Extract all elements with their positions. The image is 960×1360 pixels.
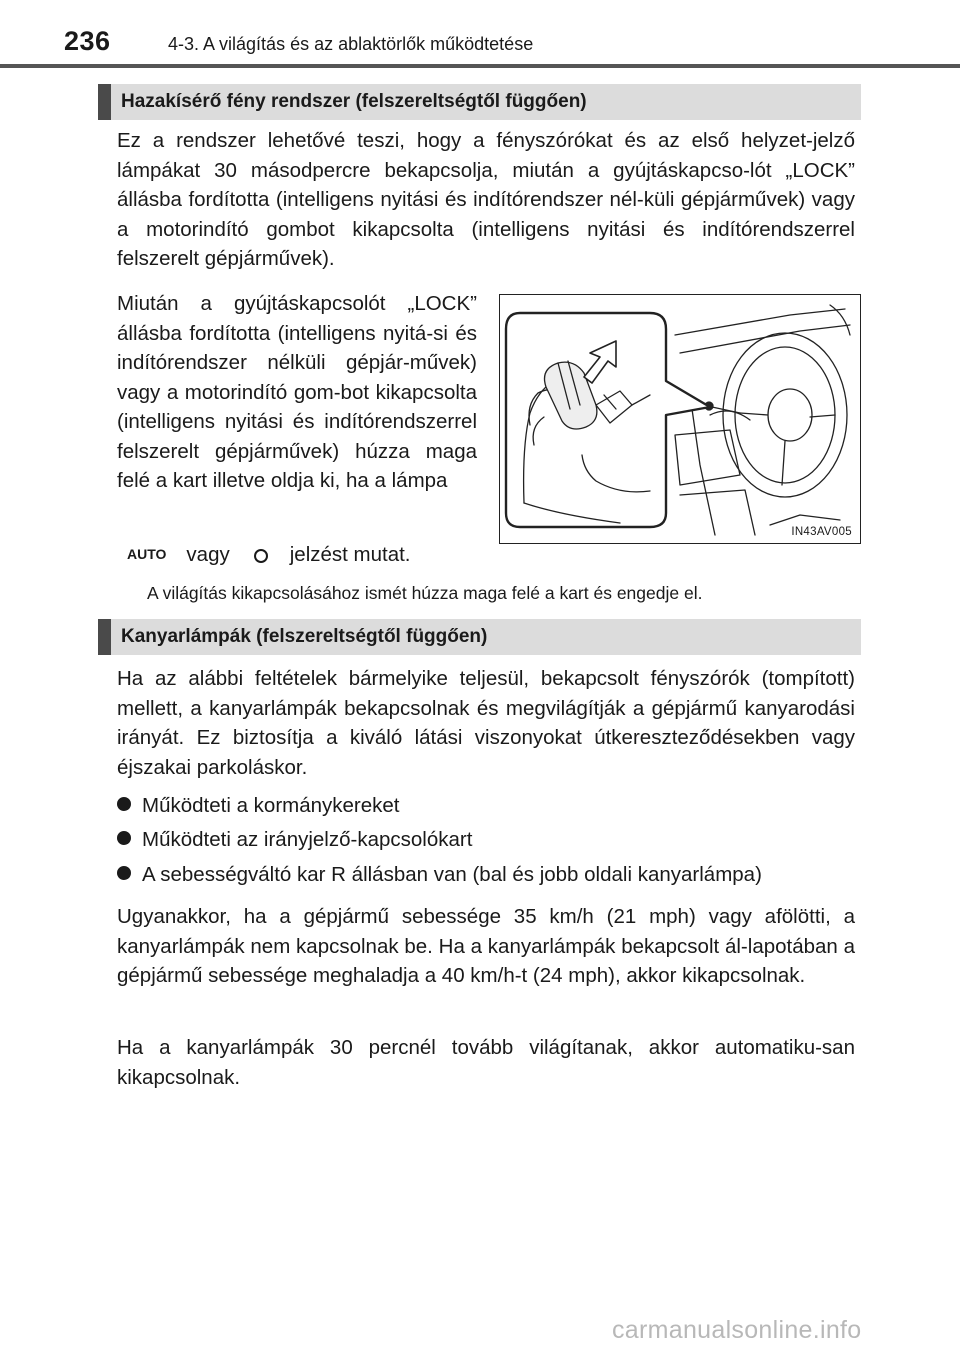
section-heading-cornering-lamps: Kanyarlámpák (felszereltségtől függően) xyxy=(98,619,861,655)
figure-code: IN43AV005 xyxy=(791,526,852,538)
dashboard-drawing xyxy=(500,295,859,542)
running-header: 4-3. A világítás és az ablaktörlők működtetése xyxy=(168,34,534,54)
bullet-icon xyxy=(117,797,131,811)
section1-intro: Ez a rendszer lehetővé teszi, hogy a fényszórókat és az első helyzet-jelző lámpákat 30 másodpercre bekapcsolja, miután a gyújtáskapcso-lót „LOCK” állásba fordította (intelligens nyitási és indítórendszer nél-küli gépjárművek) vagy a motorindító gombot kikapcsolta (intelligens nyitási és indítórendszerrel felszerelt gépjárművek). xyxy=(117,129,855,270)
bullet-icon xyxy=(117,866,131,880)
watermark: carmanualsonline.info xyxy=(612,1316,862,1344)
indicator-line xyxy=(117,540,477,570)
bullet-icon xyxy=(117,831,131,845)
section1-note: A világítás kikapcsolásához ismét húzza maga felé a kart és engedje el. xyxy=(147,583,703,603)
list-item: Működteti a kormánykereket xyxy=(117,791,855,821)
auto-indicator-icon: AUTO xyxy=(127,546,167,562)
section-heading-follow-me-home: Hazakísérő fény rendszer (felszereltségtől függően) xyxy=(98,84,861,120)
list-item: Működteti az irányjelző-kapcsolókart xyxy=(117,825,855,855)
page-number: 236 xyxy=(64,26,111,56)
header-rule xyxy=(0,64,960,68)
word-end: jelzést mutat. xyxy=(289,543,411,566)
section1-instruction: Miután a gyújtáskapcsolót „LOCK” állásba fordította (intelligens nyitá-si és indítórendszer nélküli gépjár-művek) vagy a motorindító gom-bot kikapcsolta (intelligens nyitási és indítórendszerrel felszerelt gépjárművek) húzza maga felé a kart illetve oldja ki, ha a lámpa xyxy=(117,292,477,492)
lever-illustration xyxy=(499,294,861,544)
section2-speed-paragraph: Ugyanakkor, ha a gépjármű sebessége 35 km/h (21 mph) vagy afölötti, a kanyarlámpák nem kapcsolnak be. Ha a kanyarlámpák bekapcsolt ál-lapotában a gépjármű sebessége meghaladja a 40 km/h-t (24 mph), akkor kikapcsolnak. xyxy=(117,905,855,987)
section2-timeout-paragraph: Ha a kanyarlámpák 30 percnél tovább világítanak, akkor automatiku-san kikapcsolnak. xyxy=(117,1036,855,1089)
list-item: A sebességváltó kar R állásban van (bal és jobb oldali kanyarlámpa) xyxy=(117,860,855,890)
word-or: vagy xyxy=(186,543,230,566)
headlight-indicator-icon xyxy=(254,549,268,563)
section2-intro: Ha az alábbi feltételek bármelyike teljesül, bekapcsolt fényszórók (tompított) mellett, a kanyarlámpák bekapcsolnak és megvilágítják a gépjármű kanyarodási irányát. Ez biztosítja a kiváló látási viszonyokat útkereszteződésekben vagy éjszakai parkoláskor. xyxy=(117,667,855,779)
